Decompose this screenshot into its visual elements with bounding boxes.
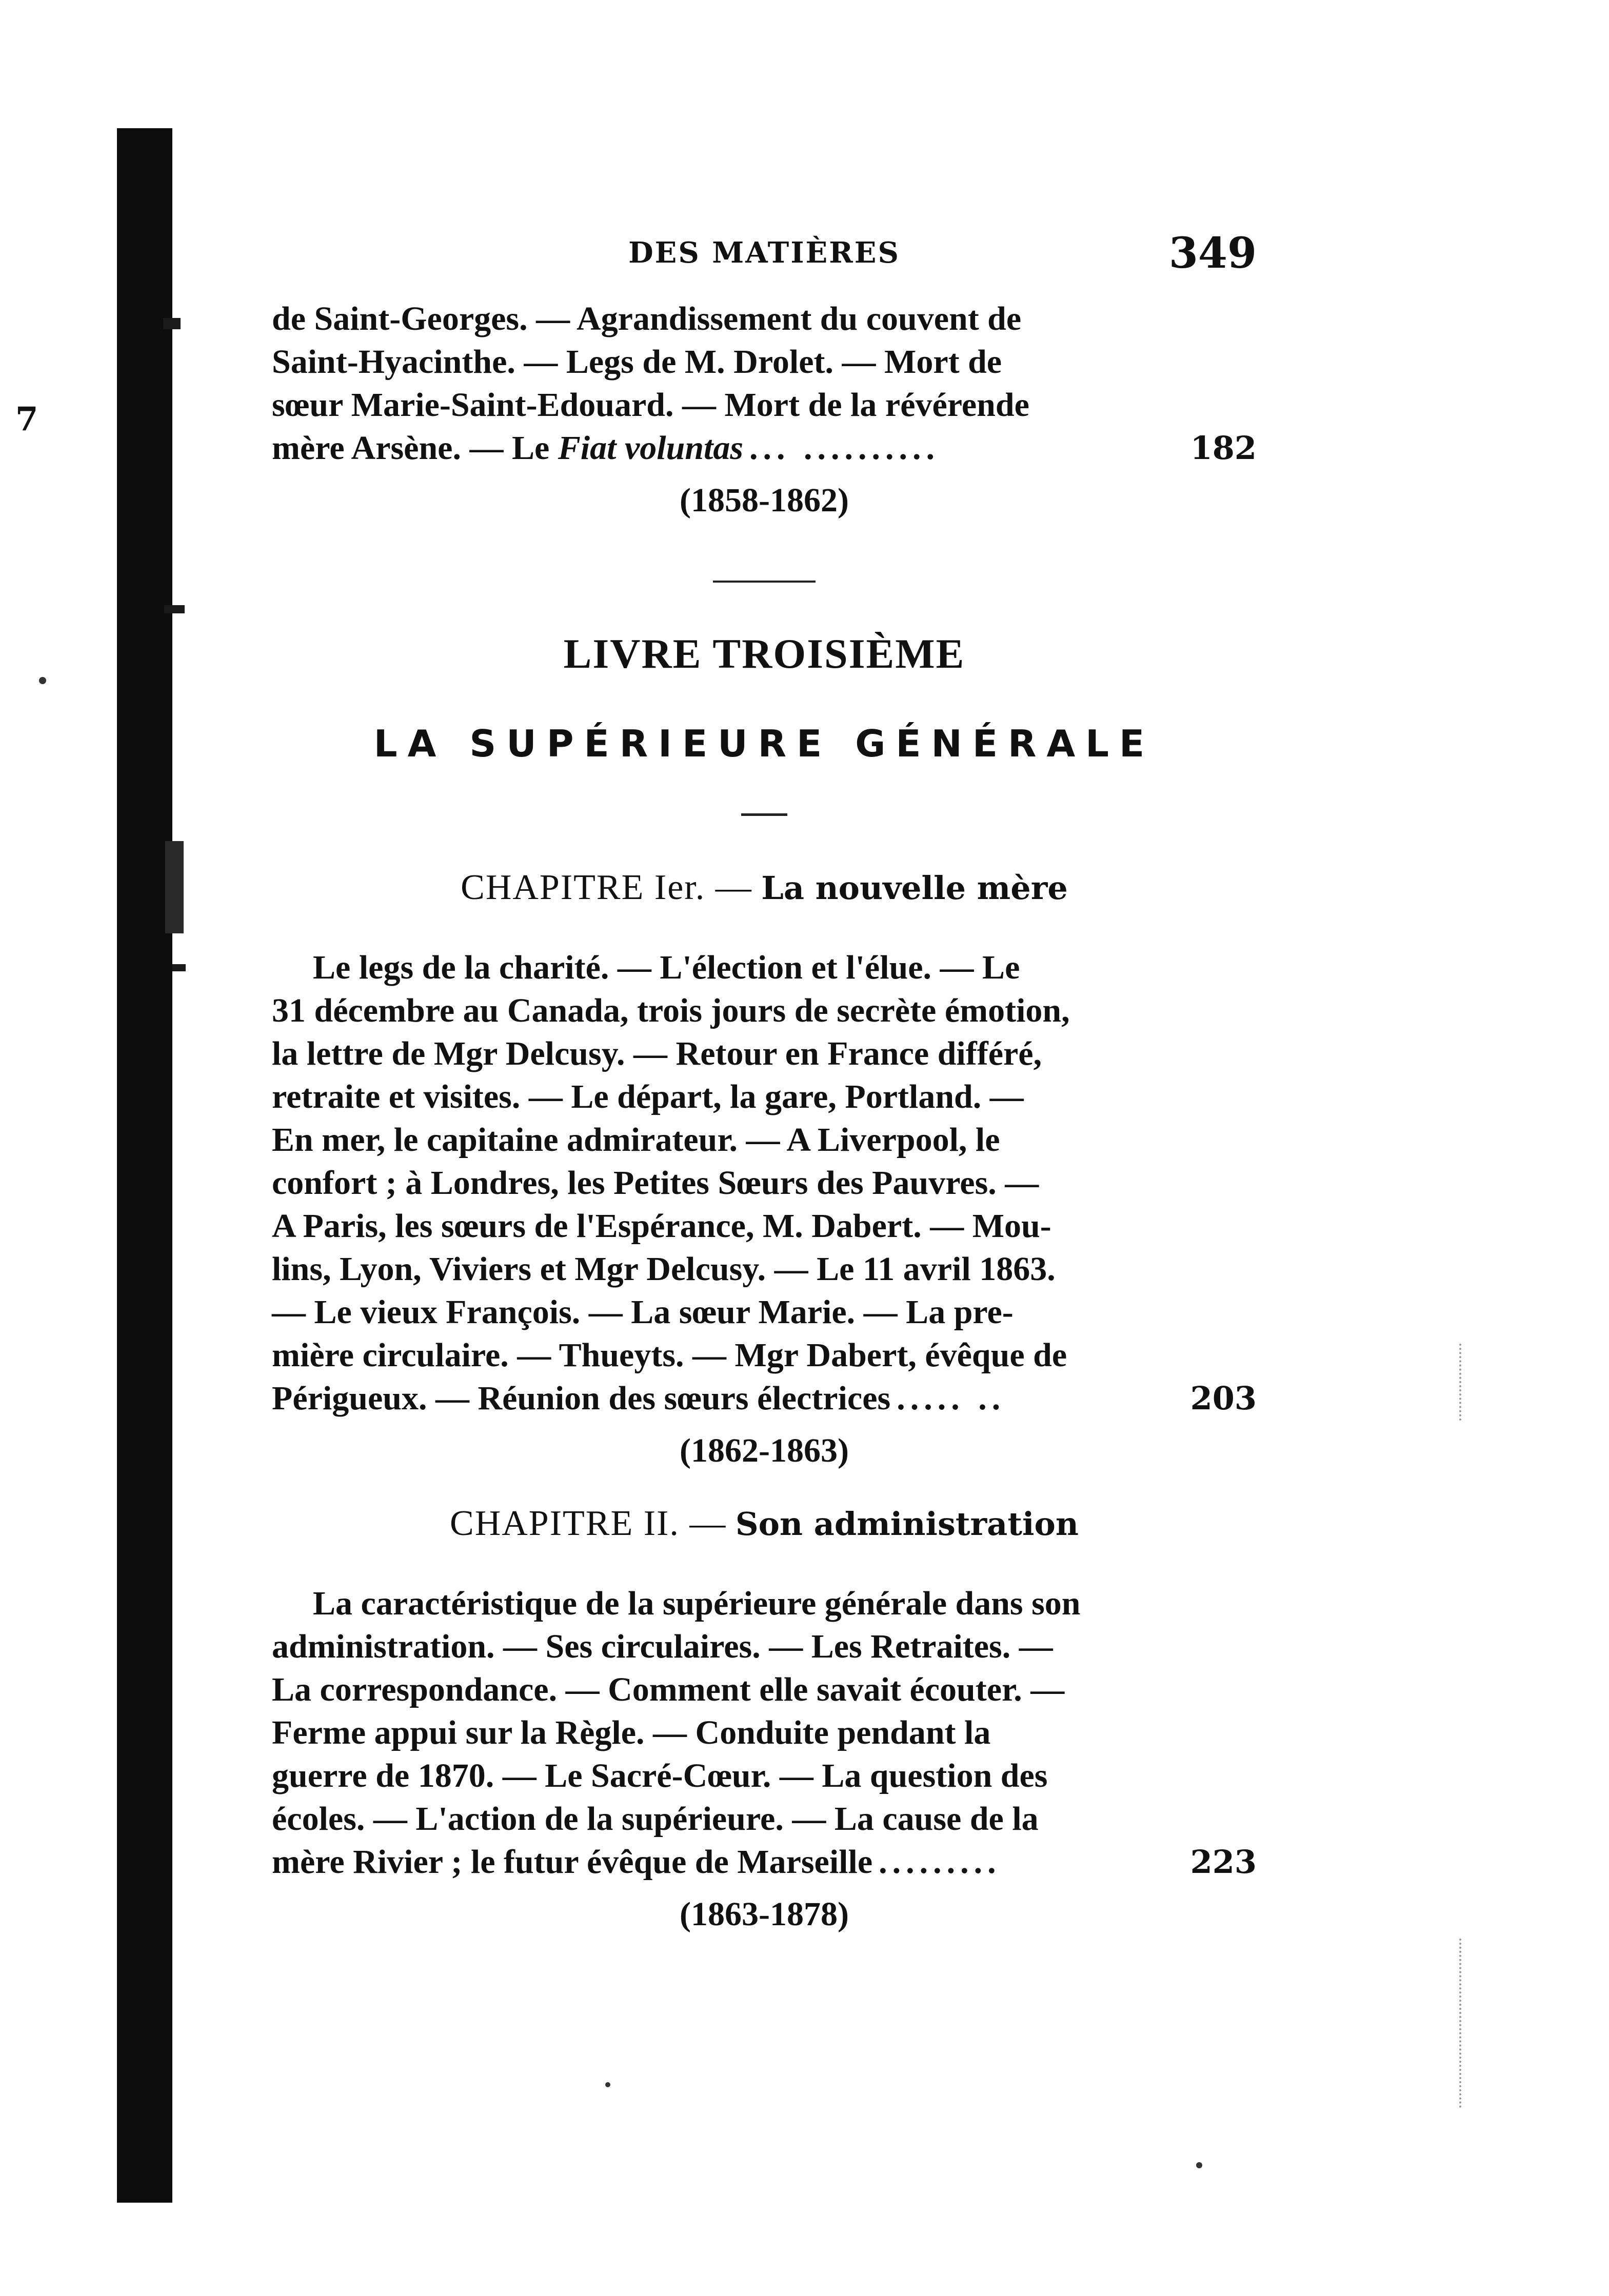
chapter-label: CHAPITRE II. — — [450, 1504, 727, 1543]
chapter-1 — [272, 867, 1257, 1470]
chapter-summary — [272, 946, 1257, 1420]
entry-line-text: Périgueux. — Réunion des sœurs électrices — [272, 1380, 891, 1417]
entry-italic-title: Fiat voluntas — [558, 429, 744, 467]
entry-line: Ferme appui sur la Règle. — Conduite pendant la — [272, 1714, 991, 1751]
entry-line-text — [272, 427, 743, 470]
entry-line: La caractéristique de la supérieure générale dans son — [313, 1585, 1081, 1622]
entry-line: Saint-Hyacinthe. — Legs de M. Drolet. — Mort de — [272, 343, 1002, 381]
margin-number: 7 — [15, 400, 38, 438]
entry-line: administration. — Ses circulaires. — Les Retraites. — — [272, 1628, 1053, 1665]
table-of-contents-page — [272, 229, 1257, 1934]
entry-last-line — [272, 1377, 1257, 1420]
entry-line-start: mère Arsène. — Le — [272, 429, 558, 467]
book-subtitle: LA SUPÉRIEURE GÉNÉRALE — [373, 722, 1155, 765]
entry-line: retraite et visites. — Le départ, la gare, Portland. — — [272, 1078, 1024, 1115]
section-rule — [713, 581, 816, 583]
entry-line: 31 décembre au Canada, trois jours de secrète émotion, — [272, 992, 1070, 1029]
entry-line: de Saint-Georges. — Agrandissement du couvent de — [272, 300, 1022, 337]
entry-line: la lettre de Mgr Delcusy. — Retour en France différé, — [272, 1035, 1042, 1072]
speck — [39, 677, 46, 684]
book-title: LIVRE TROISIÈME — [563, 630, 965, 677]
entry-dates: (1863-1878) — [680, 1895, 849, 1933]
chapter-title: La nouvelle mère — [761, 869, 1068, 907]
entry-last-line — [272, 1841, 1257, 1884]
entry-line: mière circulaire. — Thueyts. — Mgr Dabert, évêque de — [272, 1336, 1067, 1374]
leader-dots: ... .......... — [749, 429, 940, 467]
speck — [1196, 2162, 1202, 2168]
binding-nick — [172, 964, 186, 971]
entry-line: En mer, le capitaine admirateur. — A Liverpool, le — [272, 1121, 1000, 1159]
entry-line-text: mère Rivier ; le futur évêque de Marseille — [272, 1843, 873, 1881]
entry-line: confort ; à Londres, les Petites Sœurs des Pauvres. — — [272, 1164, 1039, 1202]
entry-page: 203 — [1190, 1380, 1257, 1417]
chapter-summary — [272, 1582, 1257, 1884]
leader-dots: ......... — [879, 1843, 1001, 1881]
entry-page: 223 — [1190, 1843, 1257, 1881]
leader-dots: ..... .. — [897, 1380, 1006, 1417]
entry-dates: (1858-1862) — [680, 482, 849, 519]
entry-line: écoles. — L'action de la supérieure. — La cause de la — [272, 1800, 1039, 1838]
entry-page: 182 — [1190, 429, 1257, 467]
chapter-heading — [272, 1503, 1257, 1544]
binding-nick — [164, 605, 185, 613]
binding-shadow — [117, 128, 172, 2203]
entry-line: sœur Marie-Saint-Edouard. — Mort de la révérende — [272, 386, 1029, 424]
running-head — [272, 229, 1257, 297]
chapter-label: CHAPITRE Ier. — — [461, 868, 752, 907]
entry-line: — Le vieux François. — La sœur Marie. — La pre- — [272, 1293, 1014, 1331]
chapter-heading — [272, 867, 1257, 908]
entry-line: Le legs de la charité. — L'élection et l'élue. — Le — [313, 949, 1020, 986]
entry-last-line — [272, 427, 1257, 470]
entry-line: lins, Lyon, Viviers et Mgr Delcusy. — Le 11 avril 1863. — [272, 1250, 1056, 1288]
binding-nick — [163, 318, 181, 329]
page-number: 349 — [1168, 229, 1257, 278]
entry-line: La correspondance. — Comment elle savait écouter. — — [272, 1671, 1065, 1708]
entry-line: A Paris, les sœurs de l'Espérance, M. Dabert. — Mou- — [272, 1207, 1051, 1245]
chapter-2 — [272, 1503, 1257, 1934]
continued-entry — [272, 297, 1257, 520]
margin-dots — [1459, 1939, 1463, 2108]
short-rule — [741, 813, 787, 816]
entry-text — [272, 297, 1257, 470]
binding-nick — [165, 841, 184, 933]
entry-line: guerre de 1870. — Le Sacré-Cœur. — La question des — [272, 1757, 1048, 1794]
speck — [605, 2082, 610, 2087]
running-title: DES MATIÈRES — [628, 236, 900, 270]
chapter-title: Son administration — [735, 1505, 1079, 1543]
entry-dates: (1862-1863) — [680, 1432, 849, 1469]
margin-dots — [1459, 1344, 1463, 1421]
